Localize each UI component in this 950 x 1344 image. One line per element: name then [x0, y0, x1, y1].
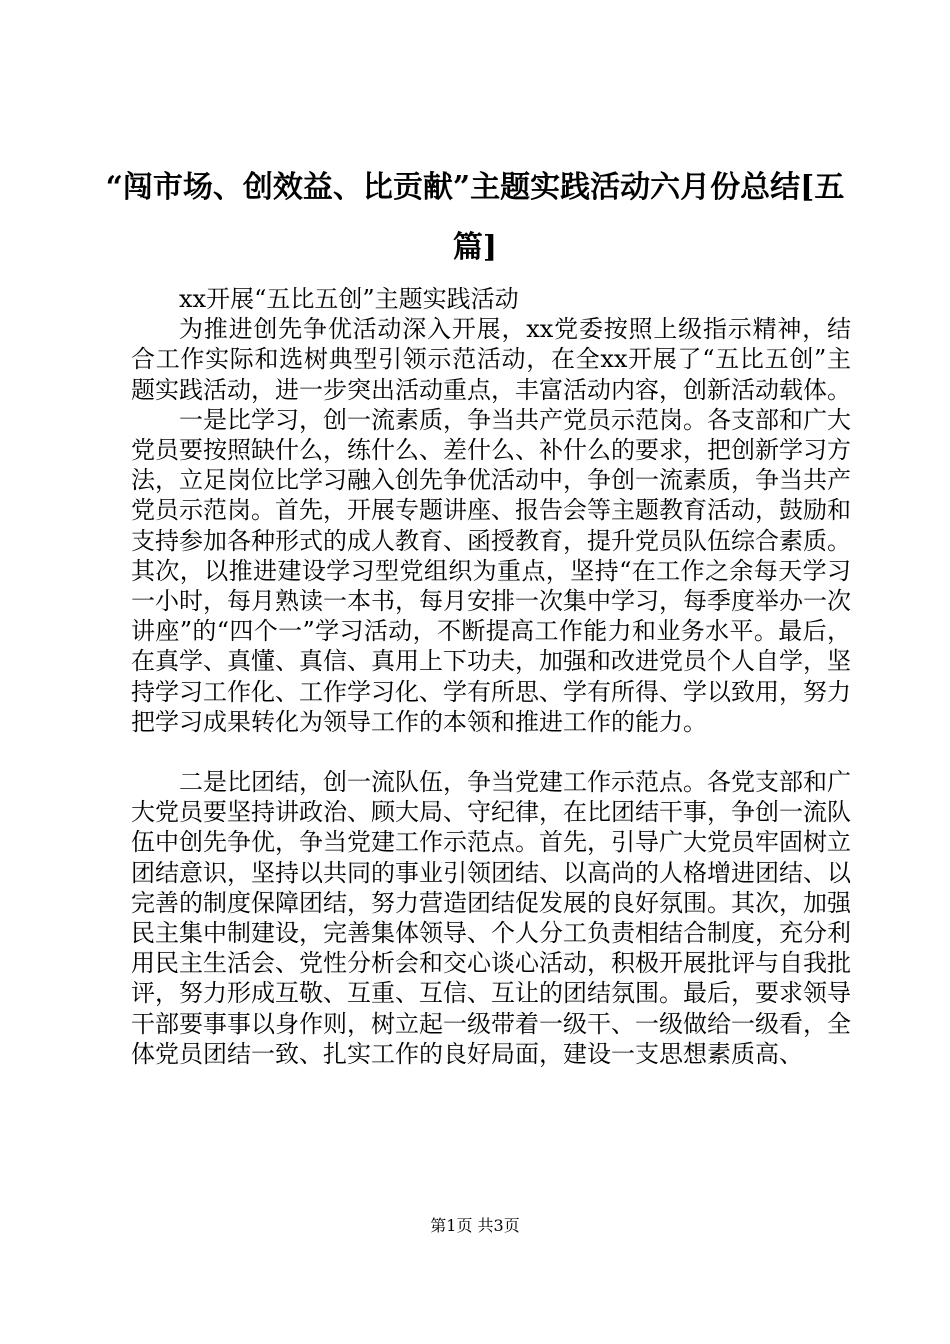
paragraph-study: 一是比学习，创一流素质，争当共产党员示范岗。各支部和广大党员要按照缺什么，练什么、差什么、补什么的要求，把创新学习方法，立足岗位比学习融入创先争优活动中，争创一流素质，争当共产党员示范岗。首先，开展专题讲座、报告会等主题教育活动，鼓励和支持参加各种形式的成人教育、函授教育，提升党员队伍综合素质。其次，以推进建设学习型党组织为重点，坚持“在工作之余每天学习一小时，每月熟读一本书，每月安排一次集中学习，每季度举办一次讲座”的“四个一”学习活动，不断提高工作能力和业务水平。最后，在真学、真懂、真信、真用上下功夫，加强和改进党员个人自学，坚持学习工作化、工作学习化、学有所思、学有所得、学以致用，努力把学习成果转化为领导工作的本领和推进工作的能力。	[131, 405, 851, 736]
document-body	[131, 284, 851, 1069]
document-title: “闯市场、创效益、比贡献”主题实践活动六月份总结[五篇]	[105, 170, 845, 265]
paragraph-subheading: xx开展“五比五创”主题实践活动	[179, 285, 519, 313]
page-footer: 第1页 共3页	[430, 1216, 520, 1235]
paragraph-unity: 二是比团结，创一流队伍，争当党建工作示范点。各党支部和广大党员要坚持讲政治、顾大局、守纪律，在比团结干事，争创一流队伍中创先争优，争当党建工作示范点。首先，引导广大党员牢固树立团结意识，坚持以共同的事业引领团结、以高尚的人格增进团结、以完善的制度保障团结，努力营造团结促发展的良好氛围。其次，加强民主集中制建设，完善集体领导、个人分工负责相结合制度，充分利用民主生活会、党性分析会和交心谈心活动，积极开展批评与自我批评，努力形成互敬、互重、互信、互让的团结氛围。最后，要求领导干部要事事以身作则，树立起一级带着一级干、一级做给一级看，全体党员团结一致、扎实工作的良好局面，建设一支思想素质高、	[131, 768, 851, 1068]
paragraph-intro: 为推进创先争优活动深入开展，xx党委按照上级指示精神，结合工作实际和选树典型引领示范活动，在全xx开展了“五比五创”主题实践活动，进一步突出活动重点，丰富活动内容，创新活动载体。	[131, 315, 851, 404]
